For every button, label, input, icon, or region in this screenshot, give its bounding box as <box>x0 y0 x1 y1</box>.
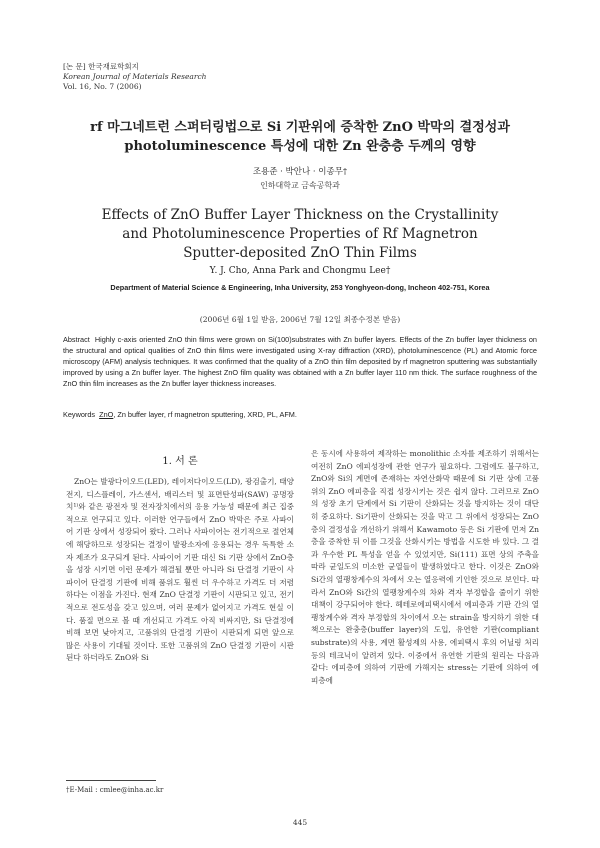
english-title-line-3: Sputter-deposited ZnO Thin Films <box>183 245 417 261</box>
journal-name-korean: [논 문] 한국재료학회지 <box>63 62 139 71</box>
journal-volume: Vol. 16, No. 7 (2006) <box>63 82 142 91</box>
left-column <box>66 476 294 665</box>
english-authors: Y. J. Cho, Anna Park and Chongmu Lee† <box>209 266 391 276</box>
korean-affiliation: 인하대학교 금속공학과 <box>260 181 340 190</box>
journal-header <box>63 62 206 92</box>
footnote-divider <box>66 780 156 781</box>
abstract <box>63 335 537 390</box>
korean-title-line-2: photoluminescence 특성에 대한 Zn 완충층 두께의 영향 <box>124 139 476 154</box>
korean-title-line-1: rf 마그네트런 스퍼터링법으로 Si 기판위에 증착한 ZnO 박막의 결정성과 <box>90 120 510 135</box>
keyword-link[interactable]: ZnO <box>99 410 114 419</box>
section-heading-introduction: 1. 서 론 <box>162 456 198 467</box>
english-title <box>40 206 560 263</box>
keywords-label: Keywords <box>63 410 96 419</box>
journal-name-english: Korean Journal of Materials Research <box>63 72 207 81</box>
left-column-paragraph: ZnO는 발광다이오드(LED), 레이저다이오드(LD), 광검출기, 태양전지, 디스플레이, 가스센서, 배리스터 및 표면탄성파(SAW) 공명장치¹⁾와 같은 광전자 및 전자장치에서의 응용 가능성 때문에 최근 집중적으로 연구되고 있다. 이러한 연구들에서 ZnO 박막은 주로 사파이어 기판 상에서 성장되어 왔다. 그러나 사파이어는 전기적으로 절연체에 해당하므로 성장되는 결정이 발광소자에 응용되는 경우 독특한 소자 제조가 요구되게 된다. 사파이어 기판 대신 Si 기판 상에서 ZnO층을 성장 시키면 이런 문제가 해결될 뿐만 아니라 Si 단결정 기판이 사파이어 단결정 기판에 비해 품위도 훨씬 더 우수하고 가격도 더 저렴하다는 이점을 가진다. 현재 ZnO 단결정 기판이 시판되고 있고, 전기적으로 전도성을 갖고 있으며, 여러 문제가 없어지고 가격도 현실 이다. 품질 면으로 볼 때 개선되고 가격도 아직 비싸지만, Si 단결정에 비해 보면 낮아지고, 고품위의 단결정 기판이 시판되게 되면 앞으로 많은 사용이 기대될 것이다. 또한 고품위의 ZnO 단결정 기판이 시판된다 하더라도 ZnO와 Si <box>66 477 294 663</box>
keywords <box>63 410 537 419</box>
abstract-text: Highly c-axis oriented ZnO thin films were grown on Si(100)substrates with Zn buffer layers. Effects of the Zn buffer layer thickness on the structural and optical qualities of ZnO thin films were investigated using X-ray diffraction (XRD), photoluminescence (PL) and Atomic force microscopy (AFM) analysis techniques. It was confirmed that the quality of a ZnO thin film deposited by rf magnetron sputtering was substantially improved by using a Zn buffer layer. The highest ZnO film quality was obtained with a Zn buffer layer 110 nm thick. The surface roughness of the ZnO thin film increases as the Zn buffer layer thickness increases. <box>63 335 537 388</box>
received-dates: (2006년 6월 1일 받음, 2006년 7월 12일 최종수정본 받음) <box>199 315 401 324</box>
right-column <box>311 448 539 687</box>
korean-title <box>40 118 560 156</box>
right-column-paragraph: 은 동시에 사용하여 제작하는 monolithic 소자를 제조하기 위해서는 여전히 ZnO 에피성장에 관한 연구가 필요하다. 그럼에도 불구하고, ZnO와 Si의 계면에 존재하는 자연산화막 때문에 Si 기판 상에 고품위의 ZnO 에피층을 직접 성장시키는 것은 쉽지 않다. 그러므로 ZnO의 성장 초기 단계에서 Si 기판이 산화되는 것을 방지하는 것이 대단히 중요하다. Si기판이 산화되는 것을 막고 그 위에서 성장되는 ZnO층의 결정성을 개선하기 위해서 Kawamoto 등은 Si 기판에 먼저 Zn 층을 증착한 뒤 이를 그것을 산화시키는 방법을 시도한 바 있다. 그 결과 우수한 PL 특성을 얻을 수 있었지만, Si(111) 표면 상의 주축을 따라 균일도의 미소한 균열들이 발생하였다고 한다. 이것은 ZnO와 Si간의 열팽창계수의 차에서 오는 열응력에 기인한 것으로 보인다. 따라서 ZnO와 Si간의 열팽창계수의 차와 격자 부정합을 줄이기 위한 대책이 강구되어야 한다. 헤테로에피택시에서 에피층과 기판 간의 열팽창계수와 격자 부정합의 차이에서 오는 strain을 방지하기 위한 대책으로는 완충층(buffer layer)의 도입, 유연한 기판(compliant substrate)의 사용, 계면 활성제의 사용, 에피택시 후의 어닐링 처리 등의 테크닉이 알려져 있다. 이중에서 유연한 기판의 원리는 다음과 같다: 에피층에 의하여 기판에 가해지는 stress는 기판에 의하여 에피층에 <box>311 449 539 685</box>
keywords-rest: , Zn buffer layer, rf magnetron sputtering, XRD, PL, AFM. <box>113 410 297 419</box>
korean-authors: 조용준 · 박안나 · 이종무† <box>252 167 348 177</box>
footnote-email: †E-Mail : cmlee@inha.ac.kr <box>66 786 164 794</box>
english-affiliation: Department of Material Science & Engineering, Inha University, 253 Yonghyeon-dong, Incheon 402-751, Korea <box>110 283 490 292</box>
abstract-label: Abstract <box>63 335 90 344</box>
english-title-line-2: and Photoluminescence Properties of Rf Magnetron <box>122 226 478 242</box>
page-number: 445 <box>292 818 308 827</box>
english-title-line-1: Effects of ZnO Buffer Layer Thickness on the Crystallinity <box>101 207 499 223</box>
